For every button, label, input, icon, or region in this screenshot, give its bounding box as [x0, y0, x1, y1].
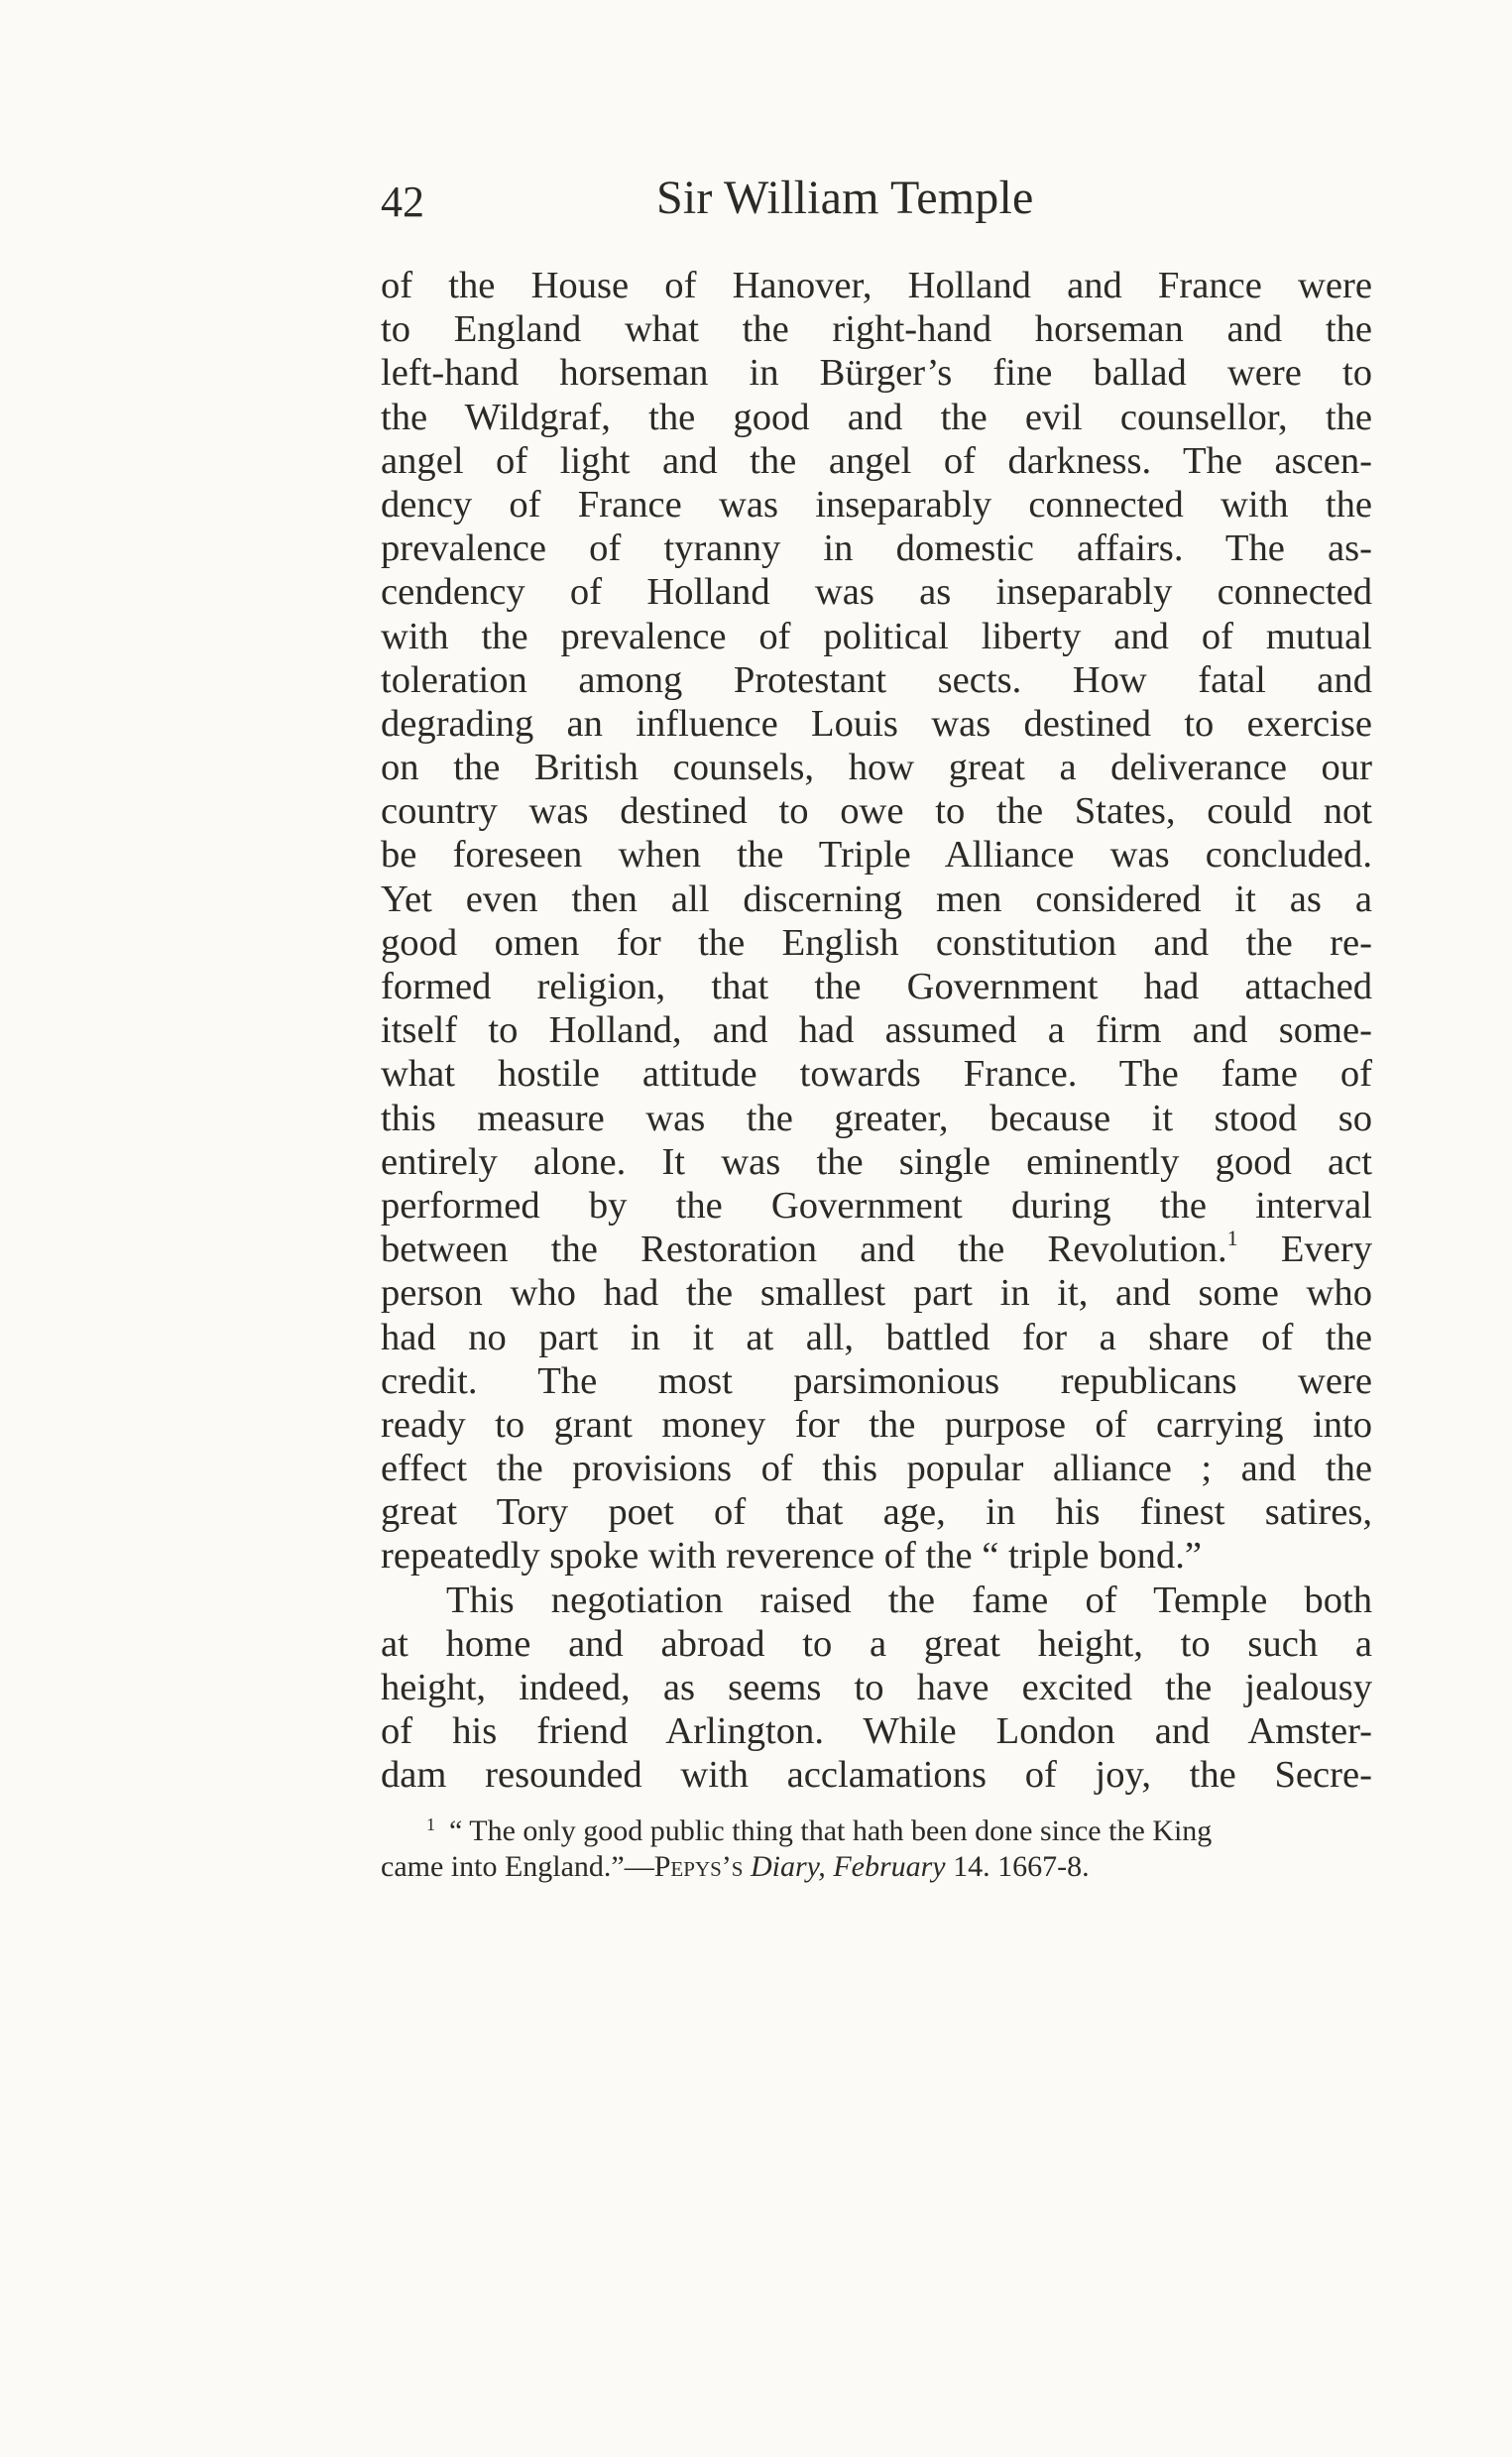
text-line: country was destined to owe to the States, could not — [381, 790, 1372, 833]
text-line: dam resounded with acclamations of joy, the Secre- — [381, 1754, 1372, 1797]
text-line: height, indeed, as seems to have excited the jealousy — [381, 1667, 1372, 1708]
text-line: formed religion, that the Government had attached — [381, 966, 1372, 1007]
paragraph-start-line: This negotiation raised the fame of Temple both — [446, 1579, 1372, 1621]
text-line: at home and abroad to a great height, to such a — [381, 1622, 1372, 1665]
running-head — [381, 171, 1372, 230]
footnote-date: 14. 1667-8. — [953, 1850, 1090, 1883]
page-number: 42 — [381, 177, 424, 226]
body-text — [381, 264, 1372, 1798]
footnote — [381, 1814, 1372, 1885]
text-before-note: between the Restoration and the Revolution. — [381, 1228, 1227, 1271]
text-line: had no part in it at all, battled for a share of the — [381, 1316, 1372, 1358]
text-line: this measure was the greater, because it stood so — [381, 1097, 1372, 1139]
text-line: what hostile attitude towards France. The fame of — [381, 1053, 1372, 1096]
text-line: the Wildgraf, the good and the evil counsellor, the — [381, 396, 1372, 438]
text-line: cendency of Holland was as inseparably connected — [381, 571, 1372, 614]
text-line: prevalence of tyranny in domestic affairs. The as- — [381, 527, 1372, 570]
text-line: be foreseen when the Triple Alliance was concluded. — [381, 834, 1372, 877]
footnote-reference: 1 — [1226, 1228, 1238, 1251]
footnote-author: Pepys’s — [653, 1850, 744, 1883]
text-line: performed by the Government during the interval — [381, 1184, 1372, 1227]
paragraph-end-line: repeatedly spoke with reverence of the “ triple bond.” — [381, 1535, 1202, 1578]
text-line: of the House of Hanover, Holland and France were — [381, 265, 1372, 306]
text-after-note: Every — [1237, 1228, 1372, 1271]
text-line: ready to grant money for the purpose of carrying into — [381, 1403, 1372, 1446]
text-line: angel of light and the angel of darkness. The ascen- — [381, 439, 1372, 482]
text-line: person who had the smallest part in it, and some who — [381, 1272, 1372, 1315]
text-line: of his friend Arlington. While London and Amster- — [381, 1710, 1372, 1753]
text-line: dency of France was inseparably connected with the — [381, 483, 1372, 526]
footnote-text: “ The only good public thing that hath been done since the King — [449, 1814, 1213, 1847]
text-line: with the prevalence of political liberty and of mutual — [381, 615, 1372, 657]
text-line: degrading an influence Louis was destined to exercise — [381, 702, 1372, 745]
text-line-with-note — [381, 1228, 1372, 1271]
footnote-month: February — [833, 1850, 946, 1883]
text-line: left-hand horseman in Bürger’s fine ballad were to — [381, 352, 1372, 395]
footnote-text: came into England.”— — [381, 1850, 654, 1883]
running-title: Sir William Temple — [656, 172, 1034, 224]
footnote-marker: 1 — [426, 1814, 435, 1834]
text-line: entirely alone. It was the single eminently good act — [381, 1140, 1372, 1183]
text-line: effect the provisions of this popular alliance ; and the — [381, 1448, 1372, 1490]
text-line: to England what the right-hand horseman and the — [381, 308, 1372, 351]
text-line: good omen for the English constitution and the re- — [381, 921, 1372, 964]
footnote-line — [381, 1849, 1372, 1885]
text-line: credit. The most parsimonious republicans were — [381, 1359, 1372, 1402]
text-line: on the British counsels, how great a deliverance our — [381, 747, 1372, 789]
text-line: itself to Holland, and had assumed a firm and some- — [381, 1009, 1372, 1052]
text-line: toleration among Protestant sects. How fatal and — [381, 658, 1372, 701]
text-line: Yet even then all discerning men considered it as a — [381, 878, 1372, 920]
footnote-work: Diary, — [750, 1850, 826, 1883]
footnote-line — [381, 1814, 1372, 1849]
text-line: great Tory poet of that age, in his finest satires, — [381, 1491, 1372, 1534]
